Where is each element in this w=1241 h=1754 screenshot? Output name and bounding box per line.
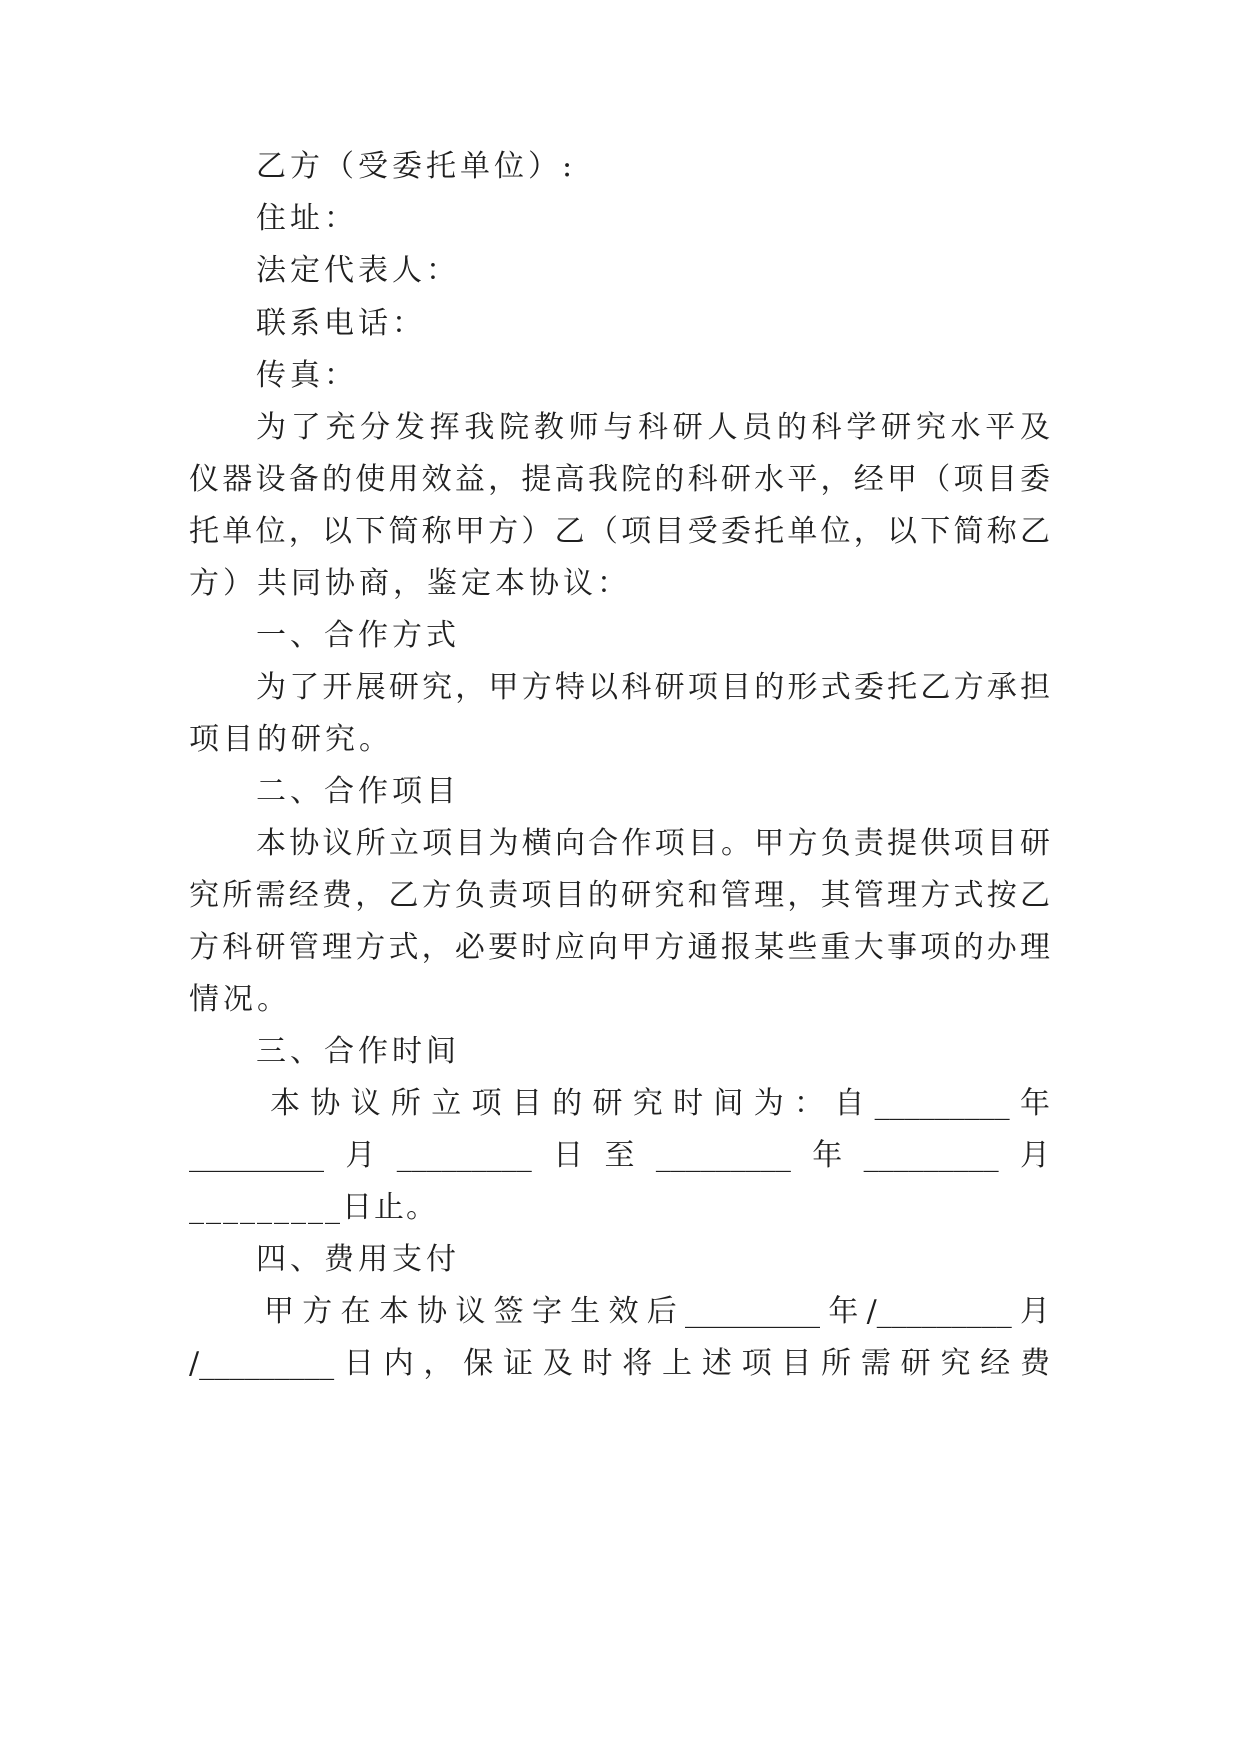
section-4-line-2: /_________日内，保证及时将上述项目所需研究经费 [189,1346,1050,1381]
section-4-line-1: 甲方在本协议签字生效后_________年/_________月 [264,1294,1050,1329]
section-2-line-4: 情况。 [189,982,291,1017]
section-1-line-2: 项目的研究。 [189,722,393,757]
intro-paragraph-line-2: 仪器设备的使用效益，提高我院的科研水平，经甲（项目委 [189,462,1050,497]
party-b-label: 乙方（受委托单位）: [256,149,577,184]
section-3-line-2: _________月_________日至_________年_________月 [189,1138,1050,1173]
legal-representative-label: 法定代表人： [256,253,460,288]
section-2-line-3: 方科研管理方式，必要时应向甲方通报某些重大事项的办理 [189,930,1050,965]
section-1-line-1: 为了开展研究，甲方特以科研项目的形式委托乙方承担 [256,670,1050,705]
fax-label: 传真： [256,358,358,393]
intro-paragraph-line-4: 方）共同协商，鉴定本协议： [189,566,631,601]
address-label: 住址： [256,201,358,236]
section-3-line-3: _________日止。 [189,1190,438,1225]
section-3-heading: 三、合作时间 [256,1034,460,1069]
phone-label: 联系电话： [256,306,426,341]
section-3-line-1: 本协议所立项目的研究时间为：自_________年 [270,1086,1050,1121]
section-2-line-2: 究所需经费，乙方负责项目的研究和管理，其管理方式按乙 [189,878,1050,913]
section-4-heading: 四、费用支付 [256,1242,460,1277]
intro-paragraph-line-1: 为了充分发挥我院教师与科研人员的科学研究水平及 [256,410,1050,445]
intro-paragraph-line-3: 托单位，以下简称甲方）乙（项目受委托单位，以下简称乙 [189,514,1050,549]
section-1-heading: 一、合作方式 [256,618,460,653]
section-2-heading: 二、合作项目 [256,774,460,809]
section-2-line-1: 本协议所立项目为横向合作项目。甲方负责提供项目研 [256,826,1050,861]
